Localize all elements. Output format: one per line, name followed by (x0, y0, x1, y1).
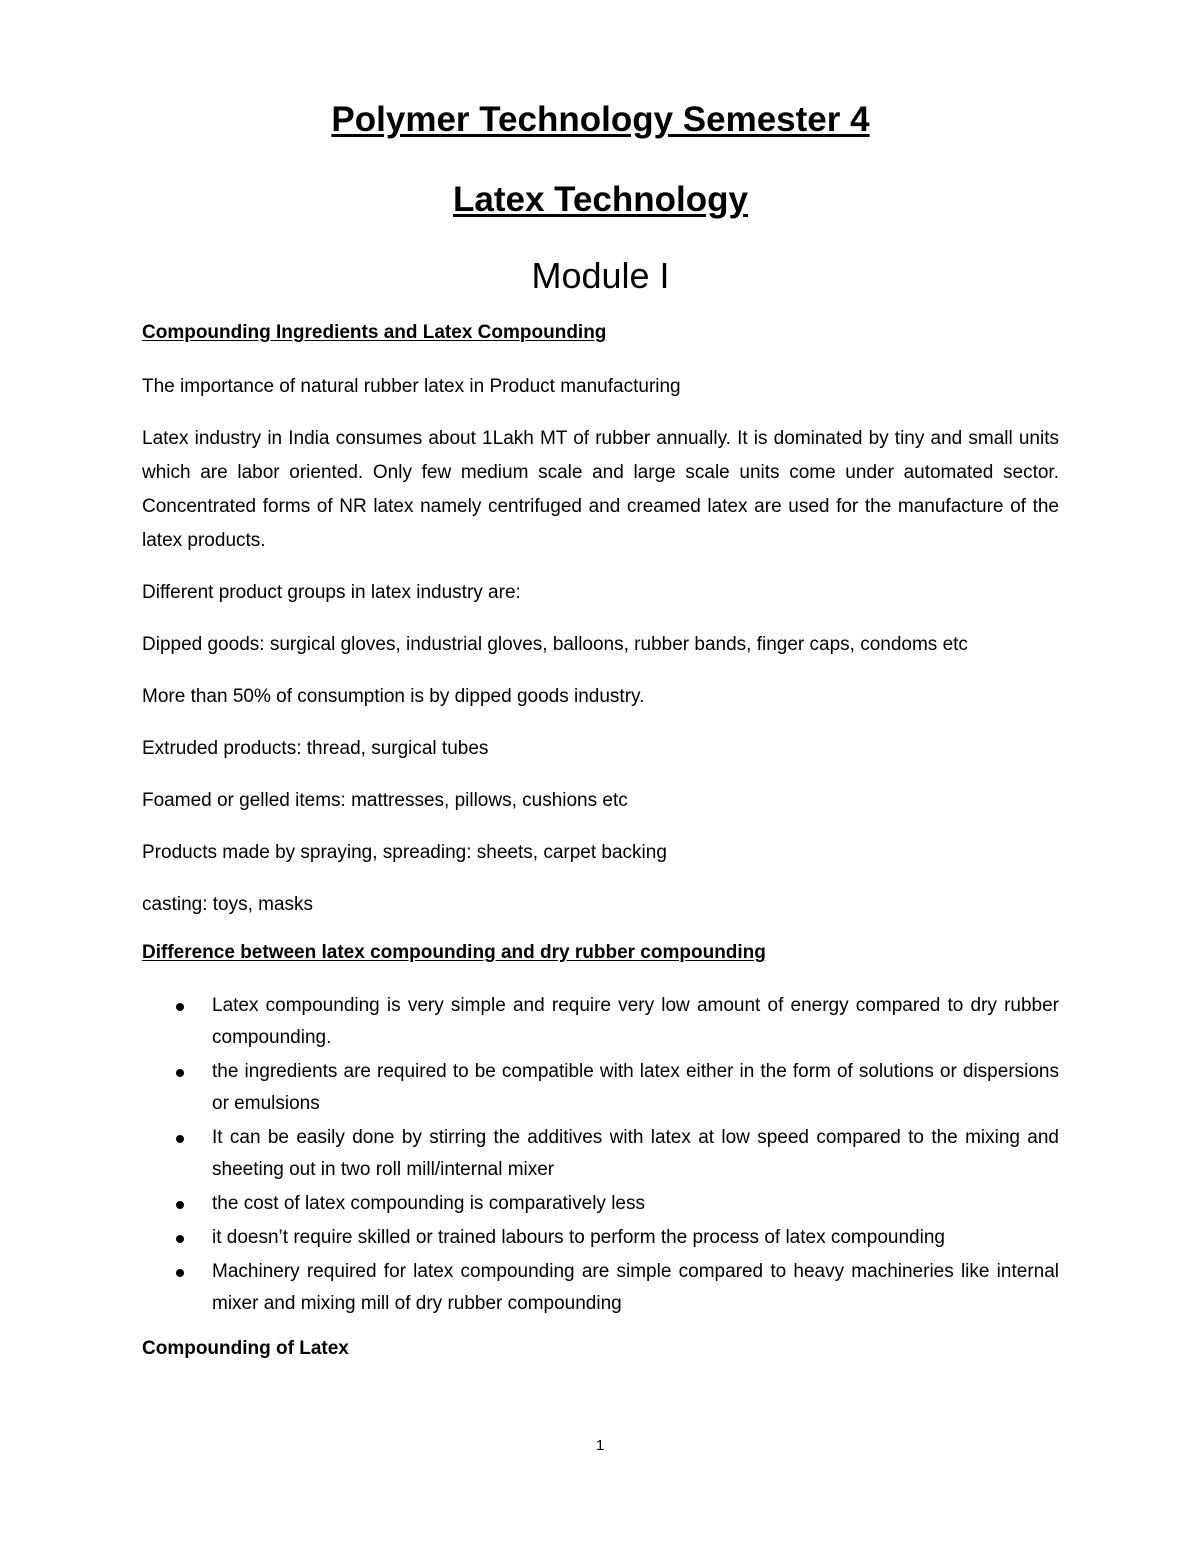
section-heading-compounding-ingredients: Compounding Ingredients and Latex Compounding (142, 322, 607, 343)
paragraph-casting: casting: toys, masks (142, 894, 314, 915)
section-heading-compounding-of-latex: Compounding of Latex (142, 1338, 349, 1359)
page-content (142, 98, 1059, 1362)
module-heading: Module I (531, 255, 670, 296)
list-item (142, 1056, 1059, 1120)
paragraph-consumption: More than 50% of consumption is by dipped goods industry. (142, 686, 645, 707)
bullet-icon (176, 1201, 184, 1209)
list-item-text: the cost of latex compounding is comparatively less (212, 1193, 645, 1214)
paragraph-product-groups: Different product groups in latex industry are: (142, 582, 521, 603)
bullet-icon (176, 1069, 184, 1077)
paragraph-extruded-products: Extruded products: thread, surgical tubes (142, 738, 489, 759)
list-item-text: Latex compounding is very simple and require very low amount of energy compared to dry rubber compounding. (212, 995, 1059, 1048)
bullet-icon (176, 1269, 184, 1277)
paragraph-importance: The importance of natural rubber latex in Product manufacturing (142, 376, 681, 397)
page-number: 1 (595, 1437, 605, 1454)
paragraph-spraying-products: Products made by spraying, spreading: sheets, carpet backing (142, 842, 667, 863)
paragraph-foamed-items: Foamed or gelled items: mattresses, pillows, cushions etc (142, 790, 628, 811)
list-item (142, 1122, 1059, 1186)
document-subtitle: Latex Technology (453, 180, 748, 219)
paragraph-dipped-goods: Dipped goods: surgical gloves, industrial gloves, balloons, rubber bands, finger caps, condoms etc (142, 634, 968, 655)
bullet-icon (176, 1003, 184, 1011)
list-item (142, 990, 1059, 1054)
bullet-icon (176, 1135, 184, 1143)
bullet-icon (176, 1235, 184, 1243)
list-item-text: the ingredients are required to be compatible with latex either in the form of solutions or dispersions or emulsions (212, 1061, 1059, 1114)
list-item-text: it doesn’t require skilled or trained labours to perform the process of latex compounding (212, 1227, 945, 1248)
difference-bullet-list (142, 990, 1059, 1320)
section-heading-difference: Difference between latex compounding and dry rubber compounding (142, 942, 766, 963)
paragraph-latex-industry: Latex industry in India consumes about 1Lakh MT of rubber annually. It is dominated by tiny and small units which are labor oriented. Only few medium scale and large scale units come under automated sector. Concentrated forms of NR latex namely centrifuged and creamed latex are used for the manufacture of the latex products. (142, 428, 1059, 551)
document-title: Polymer Technology Semester 4 (331, 100, 870, 139)
list-item-text: Machinery required for latex compounding are simple compared to heavy machineries like internal mixer and mixing mill of dry rubber compounding (212, 1261, 1059, 1314)
list-item-text: It can be easily done by stirring the additives with latex at low speed compared to the mixing and sheeting out in two roll mill/internal mixer (212, 1127, 1059, 1180)
list-item (142, 1256, 1059, 1320)
list-item (142, 1222, 1059, 1254)
list-item (142, 1188, 1059, 1220)
